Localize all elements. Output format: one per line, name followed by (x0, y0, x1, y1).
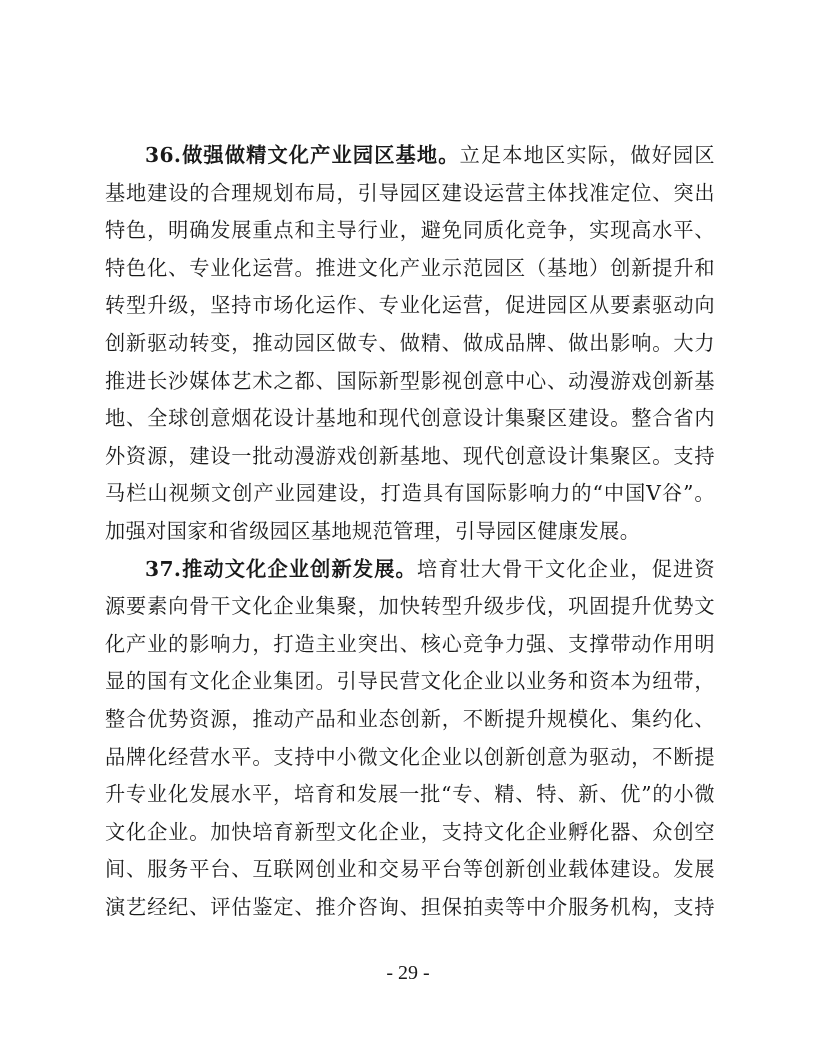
paragraph-36-line-4: 特色化、专业化运营。推进文化产业示范园区（基地）创新提升和 (105, 255, 715, 280)
section-36-heading: 36.做强做精文化产业园区基地。 (145, 143, 460, 167)
paragraph-37-line-3: 化产业的影响力，打造主业突出、核心竞争力强、支撑带动作用明 (105, 631, 715, 656)
paragraph-36-line-6: 创新驱动转变，推动园区做专、做精、做成品牌、做出影响。大力 (105, 330, 715, 355)
paragraph-37-line-9: 间、服务平台、互联网创业和交易平台等创新创业载体建设。发展 (105, 857, 715, 882)
paragraph-36-line-5: 转型升级，坚持市场化运作、专业化运营，促进园区从要素驱动向 (105, 293, 715, 318)
paragraph-36-line-11: 加强对国家和省级园区基地规范管理，引导园区健康发展。 (105, 518, 641, 543)
paragraph-37-line-2: 源要素向骨干文化企业集聚，加快转型升级步伐，巩固提升优势文 (105, 594, 715, 619)
paragraph-36-line-8: 地、全球创意烟花设计基地和现代创意设计集聚区建设。整合省内 (105, 406, 715, 431)
paragraph-36-line-7: 推进长沙媒体艺术之都、国际新型影视创意中心、动漫游戏创新基 (105, 368, 715, 393)
paragraph-36-line-3: 特色，明确发展重点和主导行业，避免同质化竞争，实现高水平、 (105, 218, 715, 243)
paragraph-36-line-1 (105, 137, 715, 175)
document-body (105, 137, 715, 926)
paragraph-37-line-8: 文化企业。加快培育新型文化企业，支持文化企业孵化器、众创空 (105, 819, 715, 844)
paragraph-37-line-6: 品牌化经营水平。支持中小微文化企业以创新创意为驱动，不断提 (105, 744, 715, 769)
paragraph-37-text: 培育壮大骨干文化企业，促进资 (416, 556, 715, 581)
section-37-heading: 37.推动文化企业创新发展。 (145, 556, 417, 581)
paragraph-36-line-2: 基地建设的合理规划布局，引导园区建设运营主体找准定位、突出 (105, 180, 715, 205)
paragraph-36-line-10: 马栏山视频文创产业园建设，打造具有国际影响力的“中国V谷”。 (105, 481, 715, 506)
paragraph-37-line-7: 升专业化发展水平，培育和发展一批“专、精、特、新、优”的小微 (105, 782, 715, 807)
paragraph-37-line-4: 显的国有文化企业集团。引导民营文化企业以业务和资本为纽带， (105, 669, 715, 694)
paragraph-37-line-1 (105, 551, 715, 589)
paragraph-37-line-5: 整合优势资源，推动产品和业态创新，不断提升规模化、集约化、 (105, 706, 715, 731)
paragraph-36-text: 立足本地区实际，做好园区 (459, 143, 715, 167)
paragraph-36-line-9: 外资源，建设一批动漫游戏创新基地、现代创意设计集聚区。支持 (105, 443, 715, 468)
paragraph-37-line-10: 演艺经纪、评估鉴定、推介咨询、担保拍卖等中介服务机构，支持 (105, 894, 715, 919)
page-number: - 29 - (386, 962, 430, 984)
